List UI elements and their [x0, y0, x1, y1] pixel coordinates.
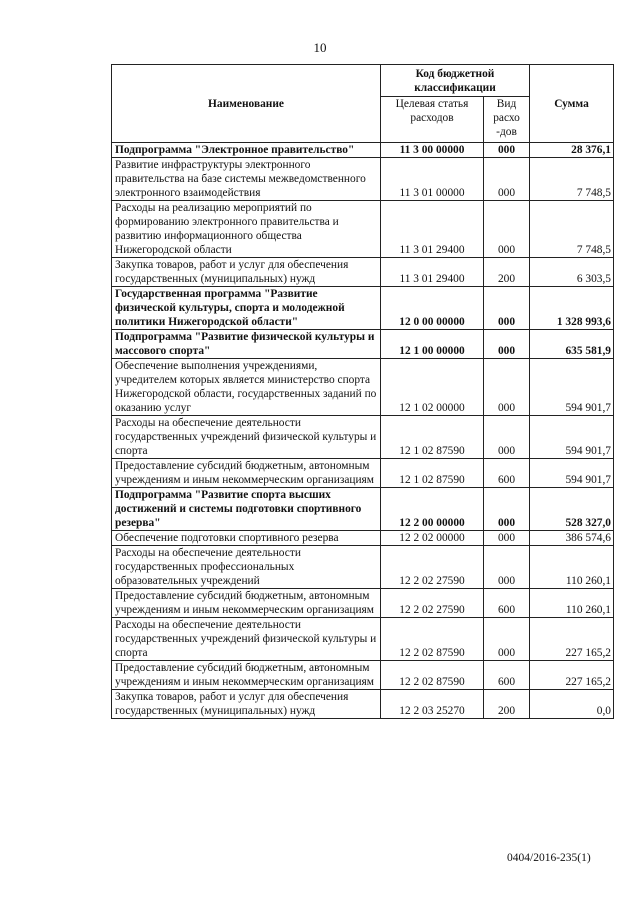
- document-id: 0404/2016-235(1): [507, 852, 591, 864]
- row-sum: 227 165,2: [530, 661, 614, 690]
- row-name: Подпрограмма "Электронное правительство": [112, 143, 381, 158]
- row-target-code: 11 3 00 00000: [381, 143, 484, 158]
- table-row: [112, 459, 614, 488]
- table-row: [112, 330, 614, 359]
- table-row: [112, 690, 614, 719]
- row-name: Расходы на обеспечение деятельности государственных учреждений физической культуры и спорта: [112, 618, 381, 661]
- header-name: Наименование: [112, 65, 381, 143]
- row-name: Обеспечение подготовки спортивного резерва: [112, 531, 381, 546]
- row-target-code: 12 1 02 87590: [381, 416, 484, 459]
- row-expense-type: 000: [484, 488, 530, 531]
- row-name: Развитие инфраструктуры электронного правительства на базе системы межведомственного электронного взаимодействия: [112, 158, 381, 201]
- table-row: [112, 531, 614, 546]
- row-target-code: 12 1 02 87590: [381, 459, 484, 488]
- row-target-code: 12 2 02 27590: [381, 546, 484, 589]
- row-sum: 635 581,9: [530, 330, 614, 359]
- table-row: [112, 618, 614, 661]
- table-row: [112, 359, 614, 416]
- row-name: Закупка товаров, работ и услуг для обеспечения государственных (муниципальных) нужд: [112, 690, 381, 719]
- row-target-code: 12 2 03 25270: [381, 690, 484, 719]
- row-expense-type: 000: [484, 531, 530, 546]
- table-row: [112, 546, 614, 589]
- row-target-code: 12 2 02 87590: [381, 618, 484, 661]
- page-number: 10: [313, 40, 327, 55]
- row-target-code: 12 1 00 00000: [381, 330, 484, 359]
- table-row: [112, 258, 614, 287]
- row-name: Расходы на обеспечение деятельности государственных учреждений физической культуры и спорта: [112, 416, 381, 459]
- row-expense-type: 600: [484, 661, 530, 690]
- row-name: Закупка товаров, работ и услуг для обеспечения государственных (муниципальных) нужд: [112, 258, 381, 287]
- row-sum: 594 901,7: [530, 459, 614, 488]
- row-expense-type: 600: [484, 589, 530, 618]
- row-target-code: 12 2 00 00000: [381, 488, 484, 531]
- row-sum: 110 260,1: [530, 546, 614, 589]
- row-name: Государственная программа "Развитие физической культуры, спорта и молодежной политики Нижегородской области": [112, 287, 381, 330]
- row-expense-type: 000: [484, 618, 530, 661]
- row-target-code: 11 3 01 29400: [381, 258, 484, 287]
- table-row: [112, 287, 614, 330]
- row-target-code: 12 2 02 00000: [381, 531, 484, 546]
- row-expense-type: 000: [484, 201, 530, 258]
- row-sum: 0,0: [530, 690, 614, 719]
- table-row: [112, 143, 614, 158]
- row-expense-type: 000: [484, 158, 530, 201]
- row-name: Предоставление субсидий бюджетным, автономным учреждениям и иным некоммерческим организациям: [112, 661, 381, 690]
- row-sum: 227 165,2: [530, 618, 614, 661]
- table-row: [112, 158, 614, 201]
- row-expense-type: 000: [484, 359, 530, 416]
- budget-table: [111, 64, 614, 719]
- row-expense-type: 000: [484, 330, 530, 359]
- header-sum: Сумма: [530, 65, 614, 143]
- row-target-code: 12 0 00 00000: [381, 287, 484, 330]
- row-expense-type: 000: [484, 287, 530, 330]
- row-sum: 594 901,7: [530, 416, 614, 459]
- row-sum: 110 260,1: [530, 589, 614, 618]
- row-name: Расходы на реализацию мероприятий по формированию электронного правительства и развитию информационного общества Нижегородской области: [112, 201, 381, 258]
- row-expense-type: 200: [484, 690, 530, 719]
- row-sum: 528 327,0: [530, 488, 614, 531]
- row-sum: 7 748,5: [530, 201, 614, 258]
- row-expense-type: 000: [484, 143, 530, 158]
- row-expense-type: 200: [484, 258, 530, 287]
- table-row: [112, 589, 614, 618]
- row-sum: 386 574,6: [530, 531, 614, 546]
- budget-table-header: [112, 65, 614, 143]
- row-sum: 1 328 993,6: [530, 287, 614, 330]
- row-target-code: 12 2 02 87590: [381, 661, 484, 690]
- row-target-code: 12 2 02 27590: [381, 589, 484, 618]
- header-target-article: Целевая статья расходов: [381, 97, 484, 143]
- row-expense-type: 600: [484, 459, 530, 488]
- row-sum: 28 376,1: [530, 143, 614, 158]
- row-name: Предоставление субсидий бюджетным, автономным учреждениям и иным некоммерческим организациям: [112, 459, 381, 488]
- row-target-code: 12 1 02 00000: [381, 359, 484, 416]
- header-kbk: Код бюджетной классификации: [381, 65, 530, 97]
- table-row: [112, 201, 614, 258]
- row-expense-type: 000: [484, 416, 530, 459]
- row-name: Расходы на обеспечение деятельности государственных профессиональных образовательных учреждений: [112, 546, 381, 589]
- row-sum: 6 303,5: [530, 258, 614, 287]
- row-sum: 7 748,5: [530, 158, 614, 201]
- row-target-code: 11 3 01 29400: [381, 201, 484, 258]
- row-sum: 594 901,7: [530, 359, 614, 416]
- row-name: Подпрограмма "Развитие физической культуры и массового спорта": [112, 330, 381, 359]
- row-target-code: 11 3 01 00000: [381, 158, 484, 201]
- table-row: [112, 488, 614, 531]
- row-name: Подпрограмма "Развитие спорта высших достижений и системы подготовки спортивного резерва": [112, 488, 381, 531]
- table-row: [112, 661, 614, 690]
- row-expense-type: 000: [484, 546, 530, 589]
- budget-table-body: [112, 143, 614, 719]
- row-name: Обеспечение выполнения учреждениями, учредителем которых является министерство спорта Нижегородской области, государственных заданий по оказанию услуг: [112, 359, 381, 416]
- table-row: [112, 416, 614, 459]
- row-name: Предоставление субсидий бюджетным, автономным учреждениям и иным некоммерческим организациям: [112, 589, 381, 618]
- header-expense-type: Вид расхо -дов: [484, 97, 530, 143]
